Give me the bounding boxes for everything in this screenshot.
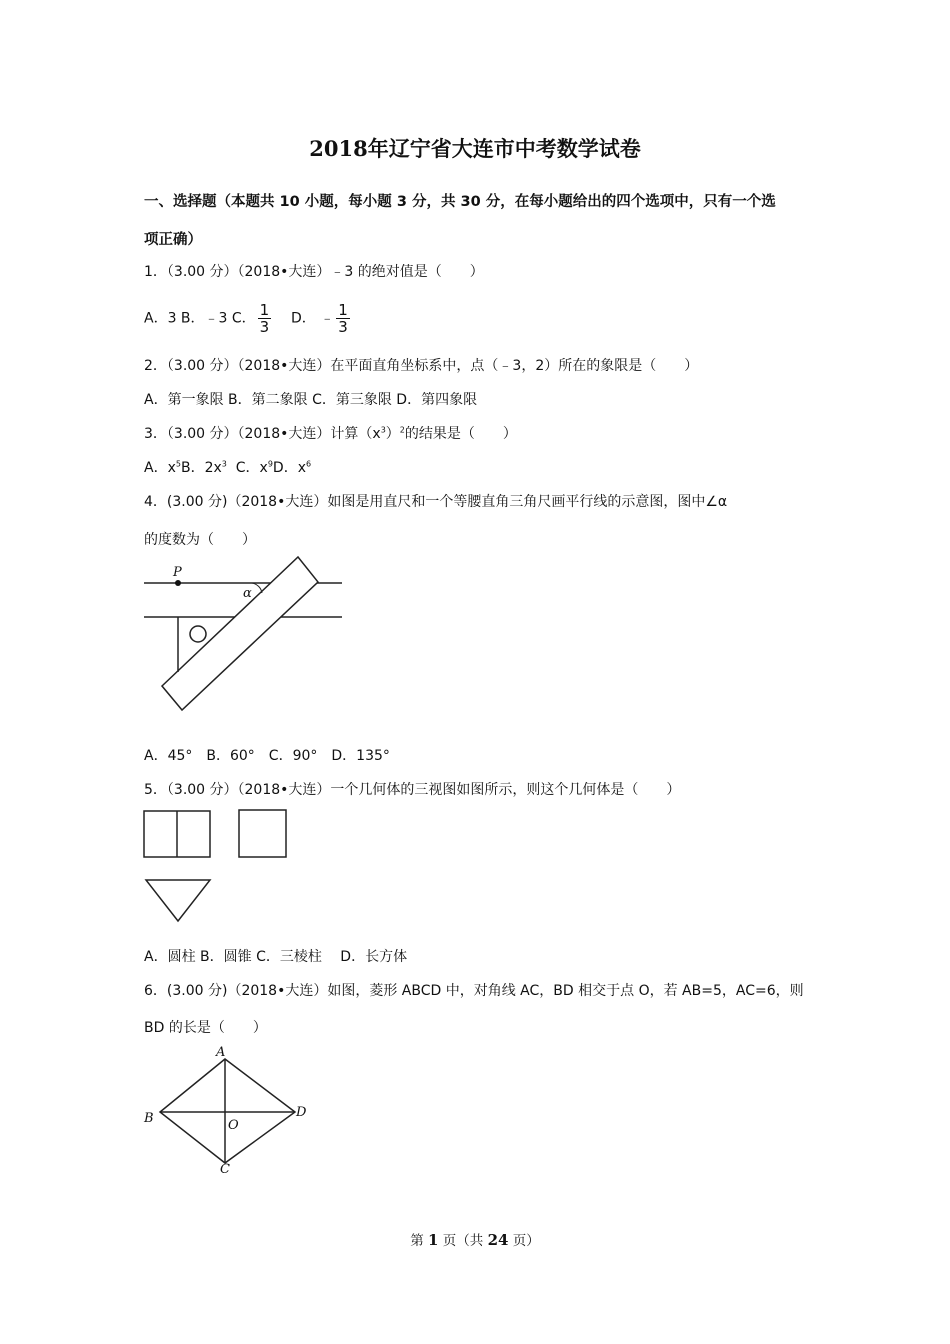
q4-angle-arc bbox=[252, 583, 262, 593]
question-4-stem-line1: 4．(3.00 分)（2018•大连）如图是用直尺和一个等腰直角三角尺画平行线的示意图，图中∠α bbox=[144, 494, 728, 510]
section-heading-line1: 一、选择题（本题共 10 小题，每小题 3 分，共 30 分，在每小题给出的四个选项中，只有一个选 bbox=[144, 194, 776, 210]
question-6-stem-line1: 6．(3.00 分)（2018•大连）如图，菱形 ABCD 中，对角线 AC，BD 相交于点 O，若 AB=5，AC=6，则 bbox=[144, 983, 804, 999]
question-3-stem: 3．（3.00 分）（2018•大连）计算$(x^3)^2$的结果是（ ） bbox=[144, 425, 517, 442]
q6-label-b: B bbox=[144, 1111, 154, 1126]
q4-label-alpha: α bbox=[243, 586, 252, 601]
q6-label-a: A bbox=[216, 1045, 226, 1060]
page-total: 24 bbox=[487, 1231, 509, 1249]
question-4-stem-line2: 的度数为（ ） bbox=[144, 532, 256, 548]
q6-rhombus-figure bbox=[140, 1043, 320, 1178]
q6-label-o: O bbox=[228, 1118, 239, 1133]
question-5-stem: 5．（3.00 分）（2018•大连）一个几何体的三视图如图所示，则这个几何体是（ ） bbox=[144, 782, 681, 798]
q4-triangle-hole bbox=[190, 626, 206, 642]
q5-three-views bbox=[143, 808, 293, 926]
page-footer: 第 1 页（共 24 页） bbox=[410, 1231, 540, 1249]
question-3-options: A．$x^5B$．$2x^3$ C．$x^9D$．$x^6$ bbox=[144, 459, 312, 476]
question-5-options: A．圆柱 B．圆锥 C．三棱柱 D．长方体 bbox=[144, 949, 408, 965]
question-2-stem: 2．（3.00 分）（2018•大连）在平面直角坐标系中，点（﹣3，2）所在的象限是（ ） bbox=[144, 358, 699, 374]
question-4-options: A．45° B．60° C．90° D．135° bbox=[144, 748, 390, 764]
q1-fraction-d: $\frac{1}{3}$ bbox=[338, 301, 348, 336]
page-number: 1 bbox=[428, 1231, 439, 1249]
q6-label-d: D bbox=[296, 1105, 307, 1120]
q1-option-d: D． bbox=[291, 310, 316, 327]
section-heading-line2: 项正确） bbox=[144, 232, 202, 248]
q6-label-c: C bbox=[220, 1162, 230, 1177]
q4-point-p bbox=[175, 580, 181, 586]
q1-fraction-c: $\frac{1}{3}$ bbox=[259, 301, 270, 336]
page-title: 2018年辽宁省大连市中考数学试卷 bbox=[309, 136, 641, 161]
q1-option-abc: A．3 B．﹣3 C． bbox=[144, 310, 256, 327]
q1-fraction-d-sign: ﹣ bbox=[320, 310, 335, 327]
question-6-stem-line2: BD 的长是（ ） bbox=[144, 1020, 267, 1036]
question-1-options bbox=[144, 302, 352, 335]
q4-ruler bbox=[162, 557, 318, 710]
q5-top-view bbox=[146, 880, 210, 921]
question-2-options: A．第一象限 B．第二象限 C．第三象限 D．第四象限 bbox=[144, 392, 478, 408]
question-1-stem: 1．（3.00 分）（2018•大连）﹣3 的绝对值是（ ） bbox=[144, 264, 484, 280]
q5-side-view bbox=[239, 810, 286, 857]
q4-label-p: P bbox=[173, 565, 182, 580]
q6-rhombus bbox=[160, 1059, 295, 1163]
q4-figure bbox=[140, 555, 350, 715]
